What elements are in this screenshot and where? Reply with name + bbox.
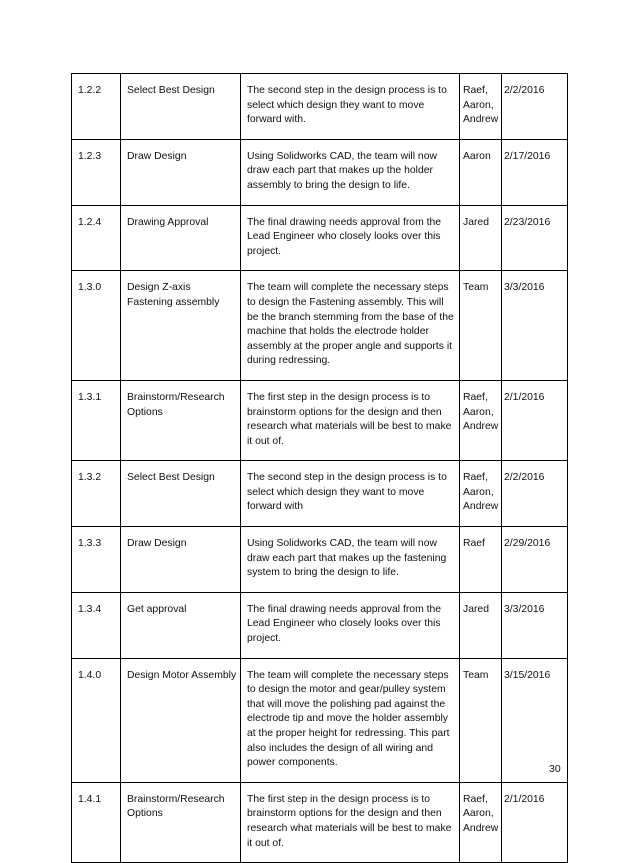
task-date-cell: 3/15/2016 [502,658,568,782]
task-date-cell: 2/29/2016 [502,527,568,593]
task-description-cell: The second step in the design process is to select which design they want to move forward with. [241,74,460,140]
task-assignee-cell: Raef, Aaron, Andrew [460,461,502,527]
task-name-cell: Brainstorm/Research Options [121,782,241,862]
task-description-cell: The final drawing needs approval from the Lead Engineer who closely looks over this project. [241,205,460,271]
task-assignee-cell: Team [460,658,502,782]
task-id-cell: 1.3.3 [72,527,121,593]
task-id-cell: 1.3.0 [72,271,121,381]
table-row [72,592,568,658]
task-id-cell: 1.3.2 [72,461,121,527]
task-id-cell: 1.2.4 [72,205,121,271]
task-date-cell: 2/1/2016 [502,782,568,862]
task-id-cell: 1.2.3 [72,139,121,205]
task-id-cell: 1.4.1 [72,782,121,862]
task-name-cell: Select Best Design [121,74,241,140]
task-description-cell: The team will complete the necessary steps to design the Fastening assembly. This will be the branch stemming from the base of the machine that holds the electrode holder assembly at the proper angle and supports it during redressing. [241,271,460,381]
task-assignee-cell: Jared [460,205,502,271]
task-assignee-cell: Team [460,271,502,381]
task-name-cell: Design Motor Assembly [121,658,241,782]
task-table-body [72,74,568,863]
table-row [72,658,568,782]
task-description-cell: The first step in the design process is to brainstorm options for the design and then research what materials will be best to make it out of. [241,380,460,460]
table-row [72,271,568,381]
table-row [72,380,568,460]
task-name-cell: Design Z-axis Fastening assembly [121,271,241,381]
task-date-cell: 2/1/2016 [502,380,568,460]
task-date-cell: 2/2/2016 [502,461,568,527]
table-row [72,461,568,527]
task-description-cell: The team will complete the necessary steps to design the motor and gear/pulley system that will move the polishing pad against the electrode tip and move the holder assembly at the proper height for redressing. This part also includes the design of all wiring and power components. [241,658,460,782]
task-date-cell: 3/3/2016 [502,592,568,658]
task-assignee-cell: Jared [460,592,502,658]
task-date-cell: 3/3/2016 [502,271,568,381]
table-row [72,527,568,593]
task-assignee-cell: Aaron [460,139,502,205]
task-id-cell: 1.4.0 [72,658,121,782]
task-assignee-cell: Raef, Aaron, Andrew [460,782,502,862]
task-date-cell: 2/23/2016 [502,205,568,271]
table-row [72,74,568,140]
task-name-cell: Get approval [121,592,241,658]
task-description-cell: The second step in the design process is to select which design they want to move forward with [241,461,460,527]
task-description-cell: The final drawing needs approval from the Lead Engineer who closely looks over this project. [241,592,460,658]
task-id-cell: 1.2.2 [72,74,121,140]
table-row [72,782,568,862]
task-name-cell: Select Best Design [121,461,241,527]
task-assignee-cell: Raef, Aaron, Andrew [460,380,502,460]
task-description-cell: Using Solidworks CAD, the team will now draw each part that makes up the fastening system to bring the design to life. [241,527,460,593]
task-name-cell: Draw Design [121,139,241,205]
table-row [72,205,568,271]
task-name-cell: Drawing Approval [121,205,241,271]
task-id-cell: 1.3.1 [72,380,121,460]
task-description-cell: The first step in the design process is to brainstorm options for the design and then research what materials will be best to make it out of. [241,782,460,862]
task-assignee-cell: Raef, Aaron, Andrew [460,74,502,140]
task-date-cell: 2/17/2016 [502,139,568,205]
task-assignee-cell: Raef [460,527,502,593]
task-description-cell: Using Solidworks CAD, the team will now draw each part that makes up the holder assembly to bring the design to life. [241,139,460,205]
table-row [72,139,568,205]
task-name-cell: Brainstorm/Research Options [121,380,241,460]
task-name-cell: Draw Design [121,527,241,593]
task-table [71,73,568,863]
task-date-cell: 2/2/2016 [502,74,568,140]
task-id-cell: 1.3.4 [72,592,121,658]
page-number: 30 [549,763,561,775]
